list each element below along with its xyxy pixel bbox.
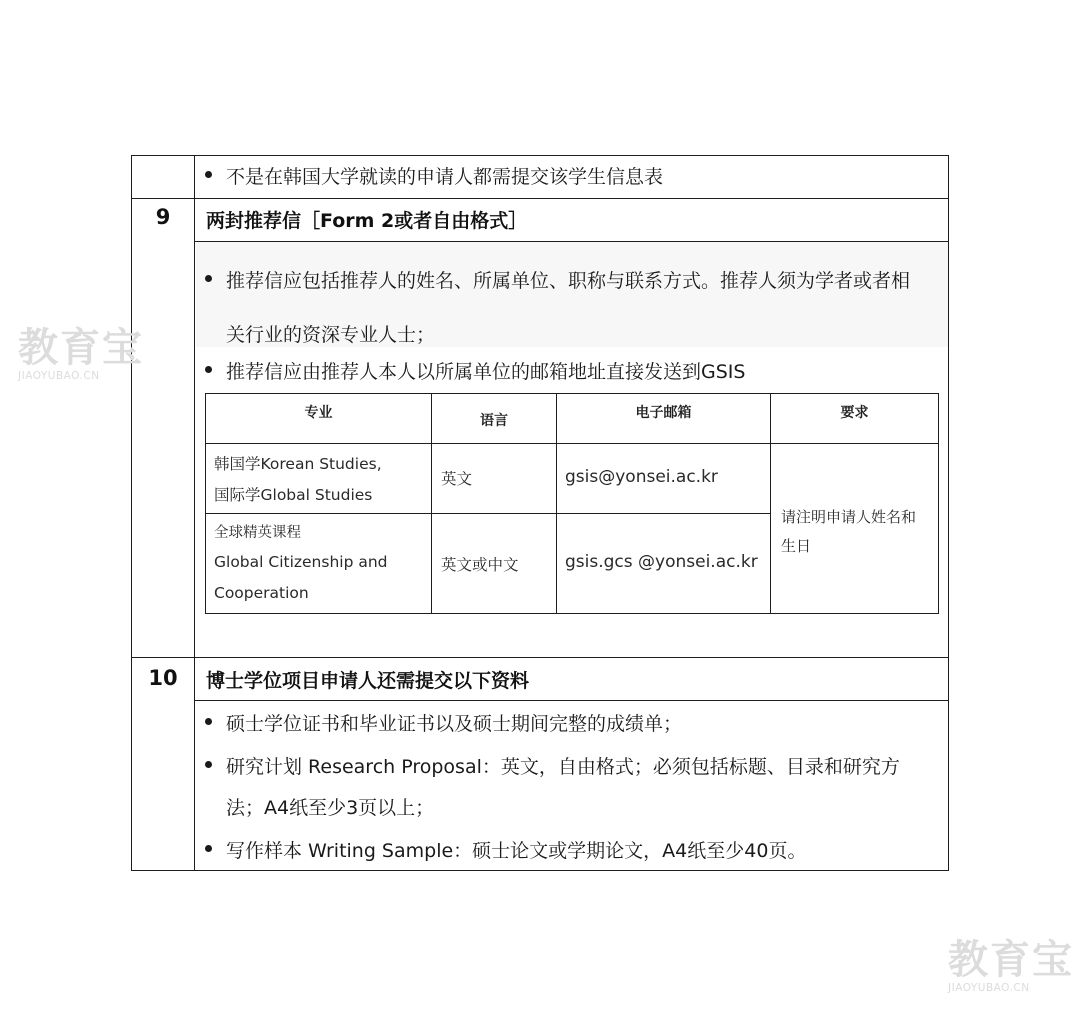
row-number: 9 — [155, 205, 171, 229]
table-cell-email: gsis@yonsei.ac.kr — [565, 467, 718, 487]
table-cell-major: Cooperation — [214, 584, 309, 602]
bullet-dot — [205, 171, 212, 178]
header-divider — [194, 700, 949, 701]
bullet-dot — [205, 718, 212, 725]
table-cell-major: 全球精英课程 — [214, 525, 301, 541]
table-cell-requirement: 生日 — [781, 537, 812, 555]
row-divider — [131, 657, 949, 658]
bullet-text: 推荐信应由推荐人本人以所属单位的邮箱地址直接发送到GSIS — [226, 361, 746, 383]
column-header-email: 电子邮箱 — [635, 405, 692, 421]
watermark-url: JIAOYUBAO.CN — [948, 982, 1030, 994]
table-cell-language: 英文 — [441, 470, 473, 488]
watermark-logo-text: 教育宝 — [948, 937, 1074, 983]
bullet-text-continued: 法；A4纸至少3页以上； — [226, 797, 435, 819]
bullet-dot — [205, 275, 212, 282]
table-cell-major: 国际学Global Studies — [214, 486, 373, 504]
table-border-bottom — [131, 870, 949, 871]
bullet-text: 不是在韩国大学就读的申请人都需提交该学生信息表 — [226, 166, 664, 188]
column-header-requirement: 要求 — [840, 405, 869, 421]
bullet-text: 推荐信应包括推荐人的姓名、所属单位、职称与联系方式。推荐人须为学者或者相 — [226, 270, 911, 292]
bullet-text: 研究计划 Research Proposal：英文，自由格式；必须包括标题、目录和研究方 — [226, 756, 900, 778]
bullet-text-continued: 关行业的资深专业人士； — [226, 324, 436, 346]
table-cell-language: 英文或中文 — [441, 556, 519, 574]
bullet-dot — [205, 845, 212, 852]
bullet-text: 硕士学位证书和毕业证书以及硕士期间完整的成绩单； — [226, 713, 683, 735]
watermark-url: JIAOYUBAO.CN — [18, 370, 100, 382]
row-header: 博士学位项目申请人还需提交以下资料 — [206, 670, 530, 692]
row-number: 10 — [148, 666, 178, 690]
table-cell-requirement: 请注明申请人姓名和 — [781, 508, 917, 526]
column-header-language: 语言 — [480, 413, 508, 429]
table-cell-email: gsis.gcs @yonsei.ac.kr — [565, 552, 758, 572]
watermark — [18, 325, 144, 382]
row-header: 两封推荐信［Form 2或者自由格式］ — [206, 210, 528, 232]
table-border-top — [131, 155, 949, 156]
table-cell-major: Global Citizenship and — [214, 553, 388, 571]
row-divider — [131, 198, 949, 199]
number-column-divider — [194, 155, 195, 871]
bullet-dot — [205, 366, 212, 373]
table-border-right — [948, 155, 949, 871]
watermark-logo-text: 教育宝 — [18, 325, 144, 371]
table-border-left — [131, 155, 132, 871]
bullet-text: 写作样本 Writing Sample：硕士论文或学期论文，A4纸至少40页。 — [226, 840, 807, 862]
column-header-major: 专业 — [304, 405, 333, 421]
header-divider — [194, 241, 949, 242]
bullet-dot — [205, 761, 212, 768]
watermark — [948, 937, 1074, 994]
table-cell-major: 韩国学Korean Studies, — [214, 455, 382, 473]
